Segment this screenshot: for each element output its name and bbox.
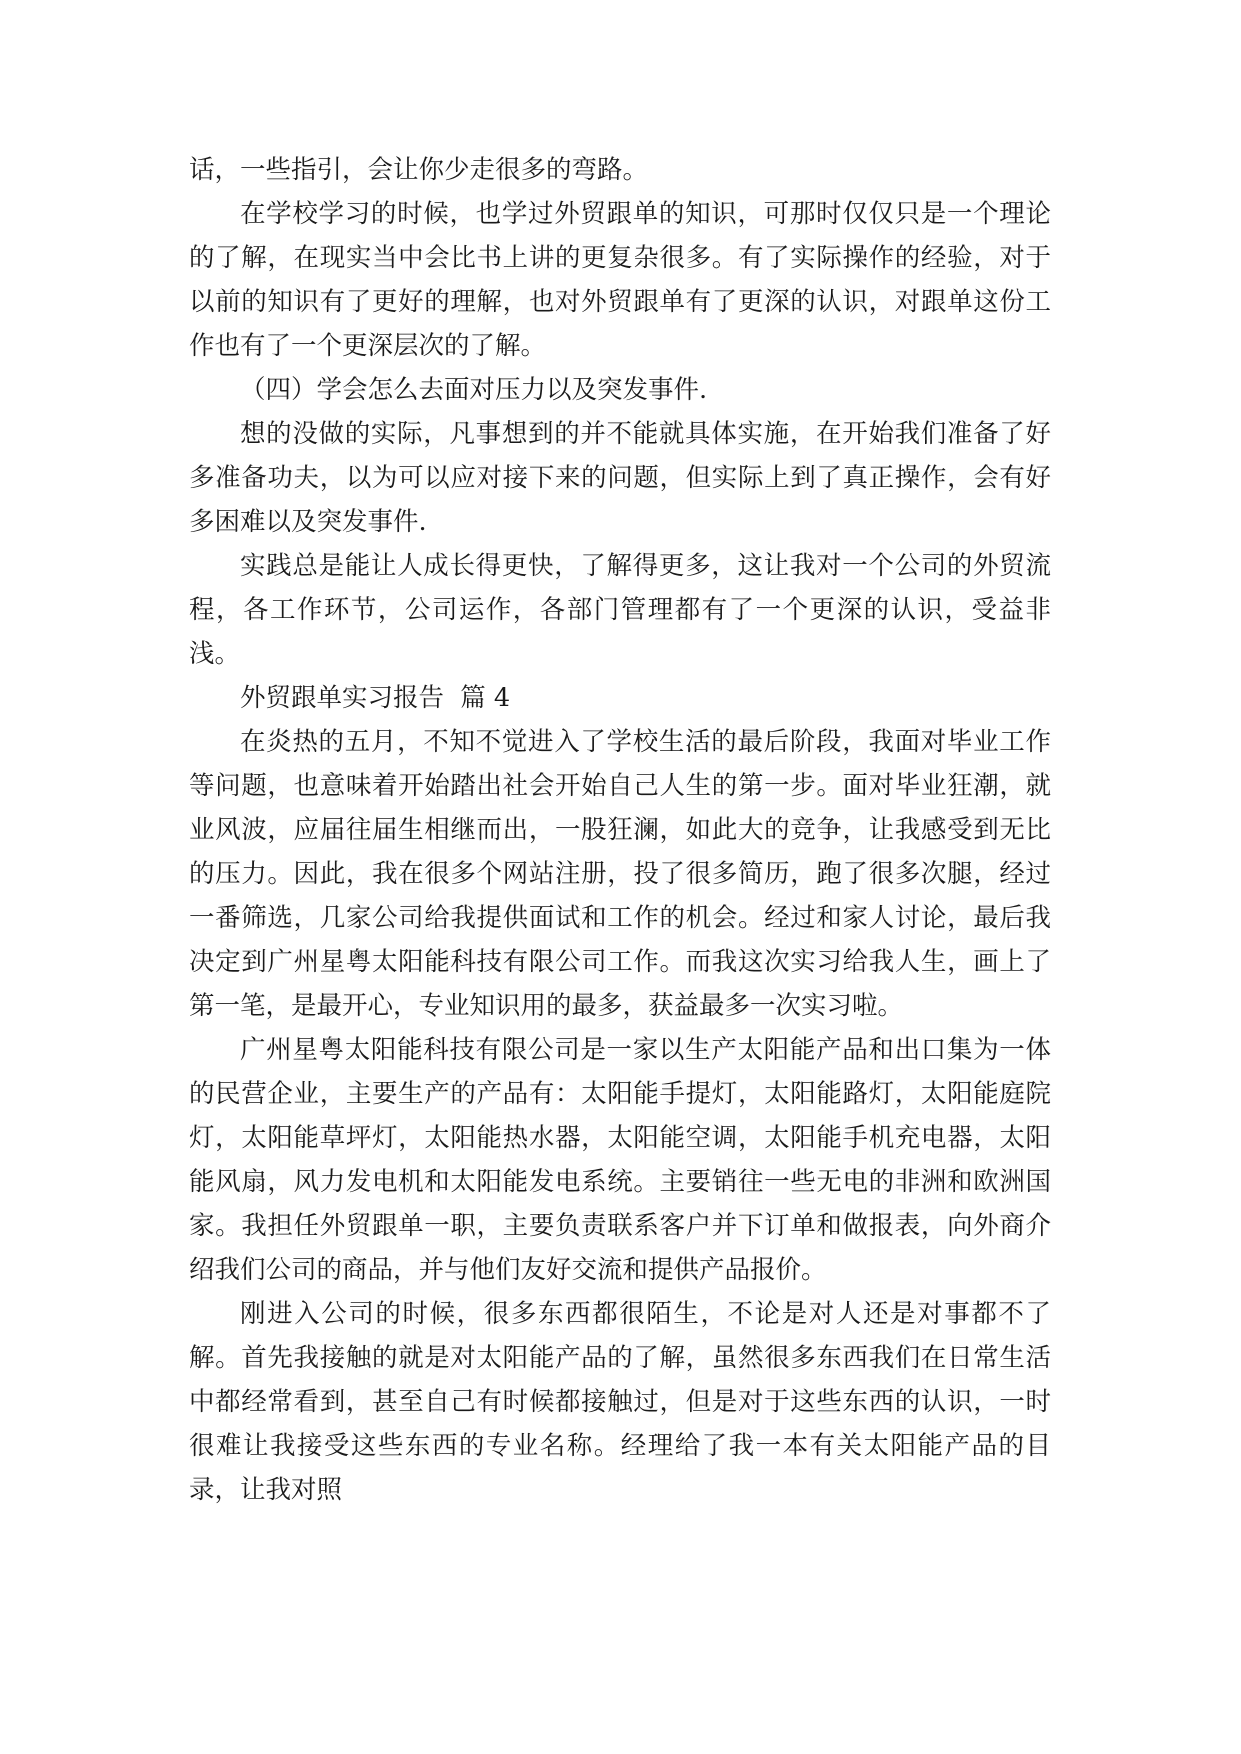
paragraph-5: 在炎热的五月，不知不觉进入了学校生活的最后阶段，我面对毕业工作等问题，也意味着开始踏出社会开始自己人生的第一步。面对毕业狂潮，就业风波，应届往届生相继而出，一股狂澜，如此大的竞争，让我感受到无比的压力。因此，我在很多个网站注册，投了很多简历，跑了很多次腿，经过一番筛选，几家公司给我提供面试和工作的机会。经过和家人讨论，最后我决定到广州星粤太阳能科技有限公司工作。而我这次实习给我人生，画上了第一笔，是最开心，专业知识用的最多，获益最多一次实习啦。 xyxy=(189,727,1051,1021)
document-body xyxy=(189,148,1051,1512)
paragraph-7: 刚进入公司的时候，很多东西都很陌生，不论是对人还是对事都不了解。首先我接触的就是对太阳能产品的了解，虽然很多东西我们在日常生活中都经常看到，甚至自己有时候都接触过，但是对于这些东西的认识，一时很难让我接受这些东西的专业名称。经理给了我一本有关太阳能产品的目录，让我对照 xyxy=(189,1299,1051,1505)
section-heading-4: （四）学会怎么去面对压力以及突发事件. xyxy=(240,375,708,405)
paragraph-4: 实践总是能让人成长得更快，了解得更多，这让我对一个公司的外贸流程，各工作环节，公司运作，各部门管理都有了一个更深的认识，受益非浅。 xyxy=(189,551,1051,669)
paragraph-1: 话，一些指引，会让你少走很多的弯路。 xyxy=(189,155,649,185)
article-title-4: 外贸跟单实习报告 篇 4 xyxy=(240,683,511,713)
paragraph-6: 广州星粤太阳能科技有限公司是一家以生产太阳能产品和出口集为一体的民营企业，主要生产的产品有：太阳能手提灯，太阳能路灯，太阳能庭院灯，太阳能草坪灯，太阳能热水器，太阳能空调，太阳能手机充电器，太阳能风扇，风力发电机和太阳能发电系统。主要销往一些无电的非洲和欧洲国家。我担任外贸跟单一职，主要负责联系客户并下订单和做报表，向外商介绍我们公司的商品，并与他们友好交流和提供产品报价。 xyxy=(189,1035,1051,1285)
paragraph-2: 在学校学习的时候，也学过外贸跟单的知识，可那时仅仅只是一个理论的了解，在现实当中会比书上讲的更复杂很多。有了实际操作的经验，对于以前的知识有了更好的理解，也对外贸跟单有了更深的认识，对跟单这份工作也有了一个更深层次的了解。 xyxy=(189,199,1051,361)
paragraph-3: 想的没做的实际，凡事想到的并不能就具体实施，在开始我们准备了好多准备功夫，以为可以应对接下来的问题，但实际上到了真正操作，会有好多困难以及突发事件. xyxy=(189,419,1051,537)
